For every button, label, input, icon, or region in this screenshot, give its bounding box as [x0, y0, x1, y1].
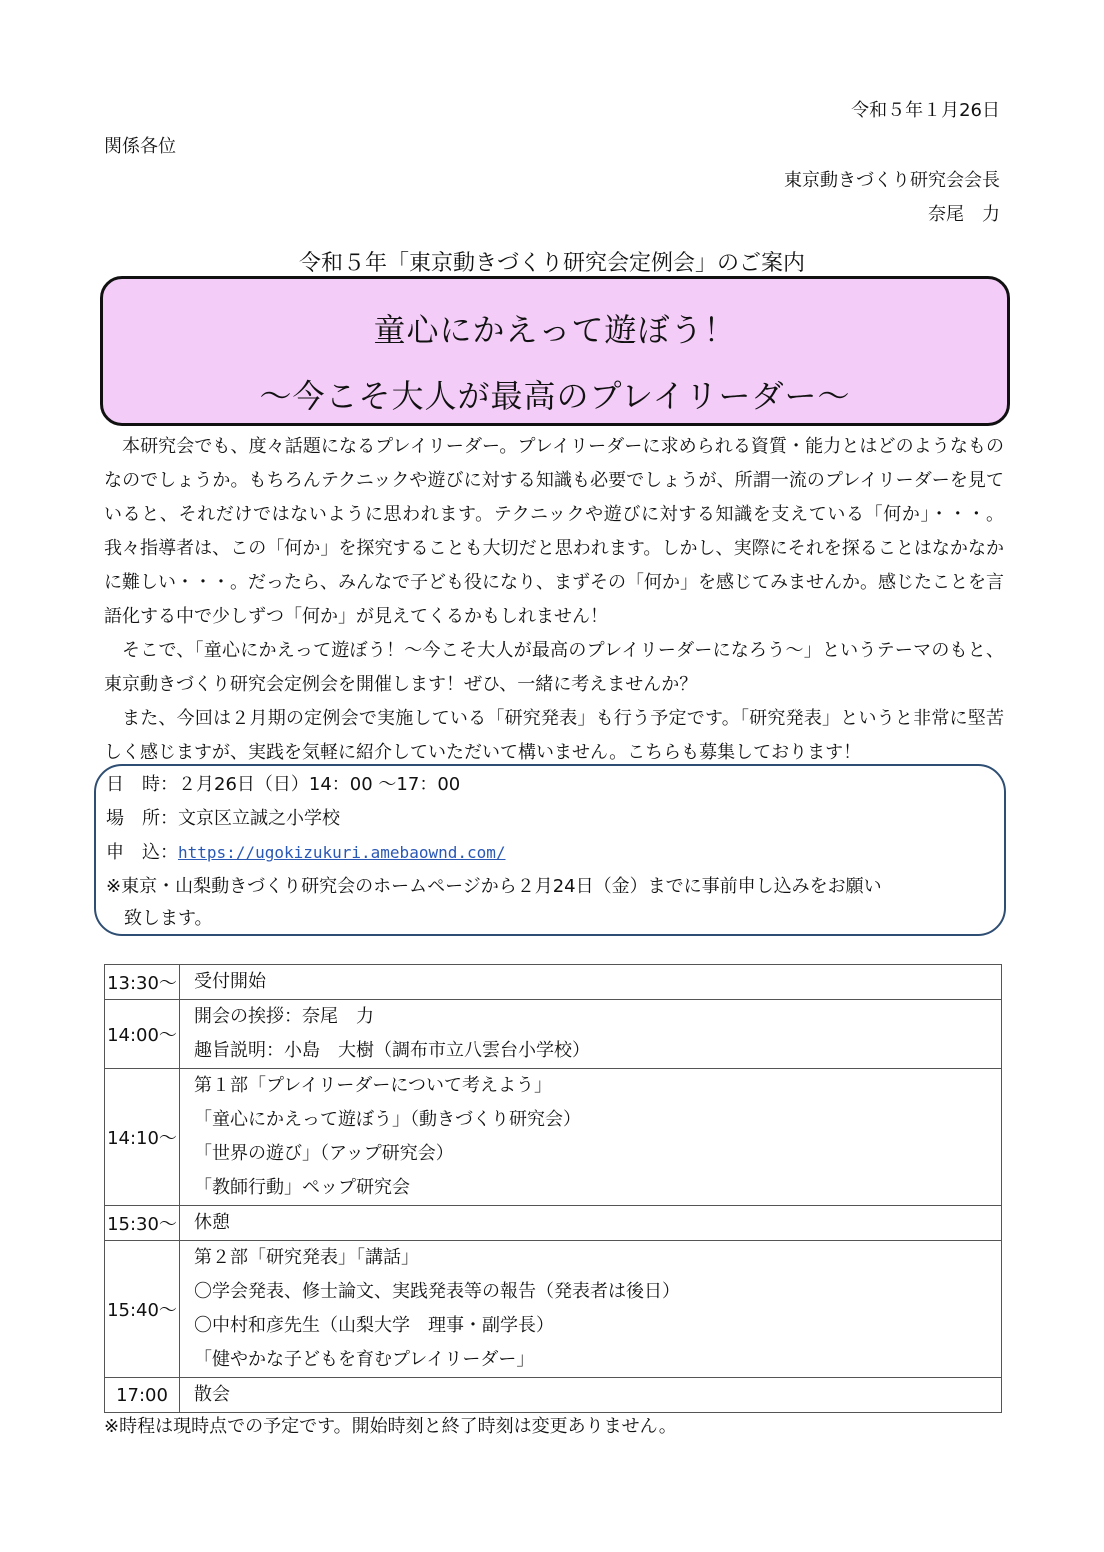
datetime-row: [106, 770, 460, 796]
schedule-table: [104, 964, 1002, 1413]
schedule-item: 〇中村和彦先生（山梨大学 理事・副学長）: [194, 1315, 554, 1336]
schedule-item: 休憩: [194, 1212, 230, 1233]
schedule-row: [105, 965, 1002, 1000]
schedule-time: 15:30～: [105, 1206, 180, 1241]
addressee: 関係各位: [104, 136, 176, 157]
sender-name: 奈尾 力: [928, 204, 1000, 225]
theme-line-2: ～今こそ大人が最高のプレイリーダー～: [259, 377, 851, 415]
place-row: [106, 804, 340, 830]
schedule-content: [180, 1069, 1002, 1206]
schedule-time: 14:00～: [105, 1000, 180, 1069]
datetime-value: ２月26日（日）14：00 ～17：00: [178, 774, 461, 795]
apply-label: 申 込：: [106, 842, 178, 863]
event-info-box: [94, 764, 1006, 936]
apply-note-line-1: ※東京・山梨動きづくり研究会のホームページから２月24日（金）までに事前申し込みをお願い: [106, 876, 882, 897]
apply-link[interactable]: https://ugokizukuri.amebaownd.com/: [178, 843, 506, 862]
schedule-content: [180, 1000, 1002, 1069]
schedule-row: [105, 1378, 1002, 1413]
schedule-content: [180, 1206, 1002, 1241]
intro-paragraph-1: 本研究会でも、度々話題になるプレイリーダー。プレイリーダーに求められる資質・能力とはどのようなものなのでしょうか。もちろんテクニックや遊びに対する知識も必要でしょうが、所謂一流のプレイリーダーを見ていると、それだけではないように思われます。テクニックや遊びに対する知識を支えている「何か」・・・。我々指導者は、この「何か」を探究することも大切だと思われます。しかし、実際にそれを探ることはなかなかに難しい・・・。だったら、みんなで子ども役になり、まずその「何か」を感じてみませんか。感じたことを言語化する中で少しずつ「何か」が見えてくるかもしれません！: [104, 436, 1004, 627]
schedule-content: [180, 965, 1002, 1000]
schedule-item: 散会: [194, 1384, 230, 1405]
schedule-content: [180, 1241, 1002, 1378]
schedule-row: [105, 1241, 1002, 1378]
schedule-item: 「童心にかえって遊ぼう」（動きづくり研究会）: [194, 1109, 581, 1130]
schedule-time: 14:10～: [105, 1069, 180, 1206]
intro-paragraph-3: また、今回は２月期の定例会で実施している「研究発表」も行う予定です。「研究発表」というと非常に堅苦しく感じますが、実践を気軽に紹介していただいて構いません。こちらも募集しております！: [104, 708, 1004, 763]
schedule-row: [105, 1069, 1002, 1206]
theme-banner: [100, 276, 1010, 426]
schedule-item: 受付開始: [194, 971, 266, 992]
schedule-footnote: ※時程は現時点での予定です。開始時刻と終了時刻は変更ありません。: [104, 1416, 677, 1437]
place-value: 文京区立誠之小学校: [178, 808, 340, 829]
place-label: 場 所：: [106, 808, 178, 829]
schedule-time: 17:00: [105, 1378, 180, 1413]
apply-note-line-2: 致します。: [124, 908, 213, 929]
schedule-row: [105, 1206, 1002, 1241]
datetime-label: 日 時：: [106, 774, 178, 795]
schedule-row: [105, 1000, 1002, 1069]
intro-text: [104, 430, 1004, 770]
schedule-item: 第２部「研究発表」「講話」: [194, 1247, 419, 1268]
schedule-item: 「健やかな子どもを育むプレイリーダー」: [194, 1349, 535, 1370]
intro-paragraph-2: そこで、「童心にかえって遊ぼう！～今こそ大人が最高のプレイリーダーになろう～」というテーマのもと、東京動きづくり研究会定例会を開催します！ぜひ、一緒に考えませんか？: [104, 640, 1004, 695]
sender-organization: 東京動きづくり研究会会長: [784, 170, 1000, 191]
schedule-item: 〇学会発表、修士論文、実践発表等の報告（発表者は後日）: [194, 1281, 680, 1302]
schedule-item: 「教師行動」ペップ研究会: [194, 1177, 410, 1198]
schedule-item: 趣旨説明：小島 大樹（調布市立八雲台小学校）: [194, 1040, 590, 1061]
schedule-time: 15:40～: [105, 1241, 180, 1378]
schedule-content: [180, 1378, 1002, 1413]
schedule-item: 開会の挨拶：奈尾 力: [194, 1006, 374, 1027]
theme-line-1: 童心にかえって遊ぼう！: [373, 311, 737, 349]
schedule-item: 第１部「プレイリーダーについて考えよう」: [194, 1075, 553, 1096]
document-date: 令和５年１月26日: [851, 100, 1000, 121]
document-title: 令和５年「東京動きづくり研究会定例会」のご案内: [298, 251, 805, 276]
schedule-item: 「世界の遊び」（アップ研究会）: [194, 1143, 454, 1164]
schedule-time: 13:30～: [105, 965, 180, 1000]
apply-row: [106, 838, 506, 864]
